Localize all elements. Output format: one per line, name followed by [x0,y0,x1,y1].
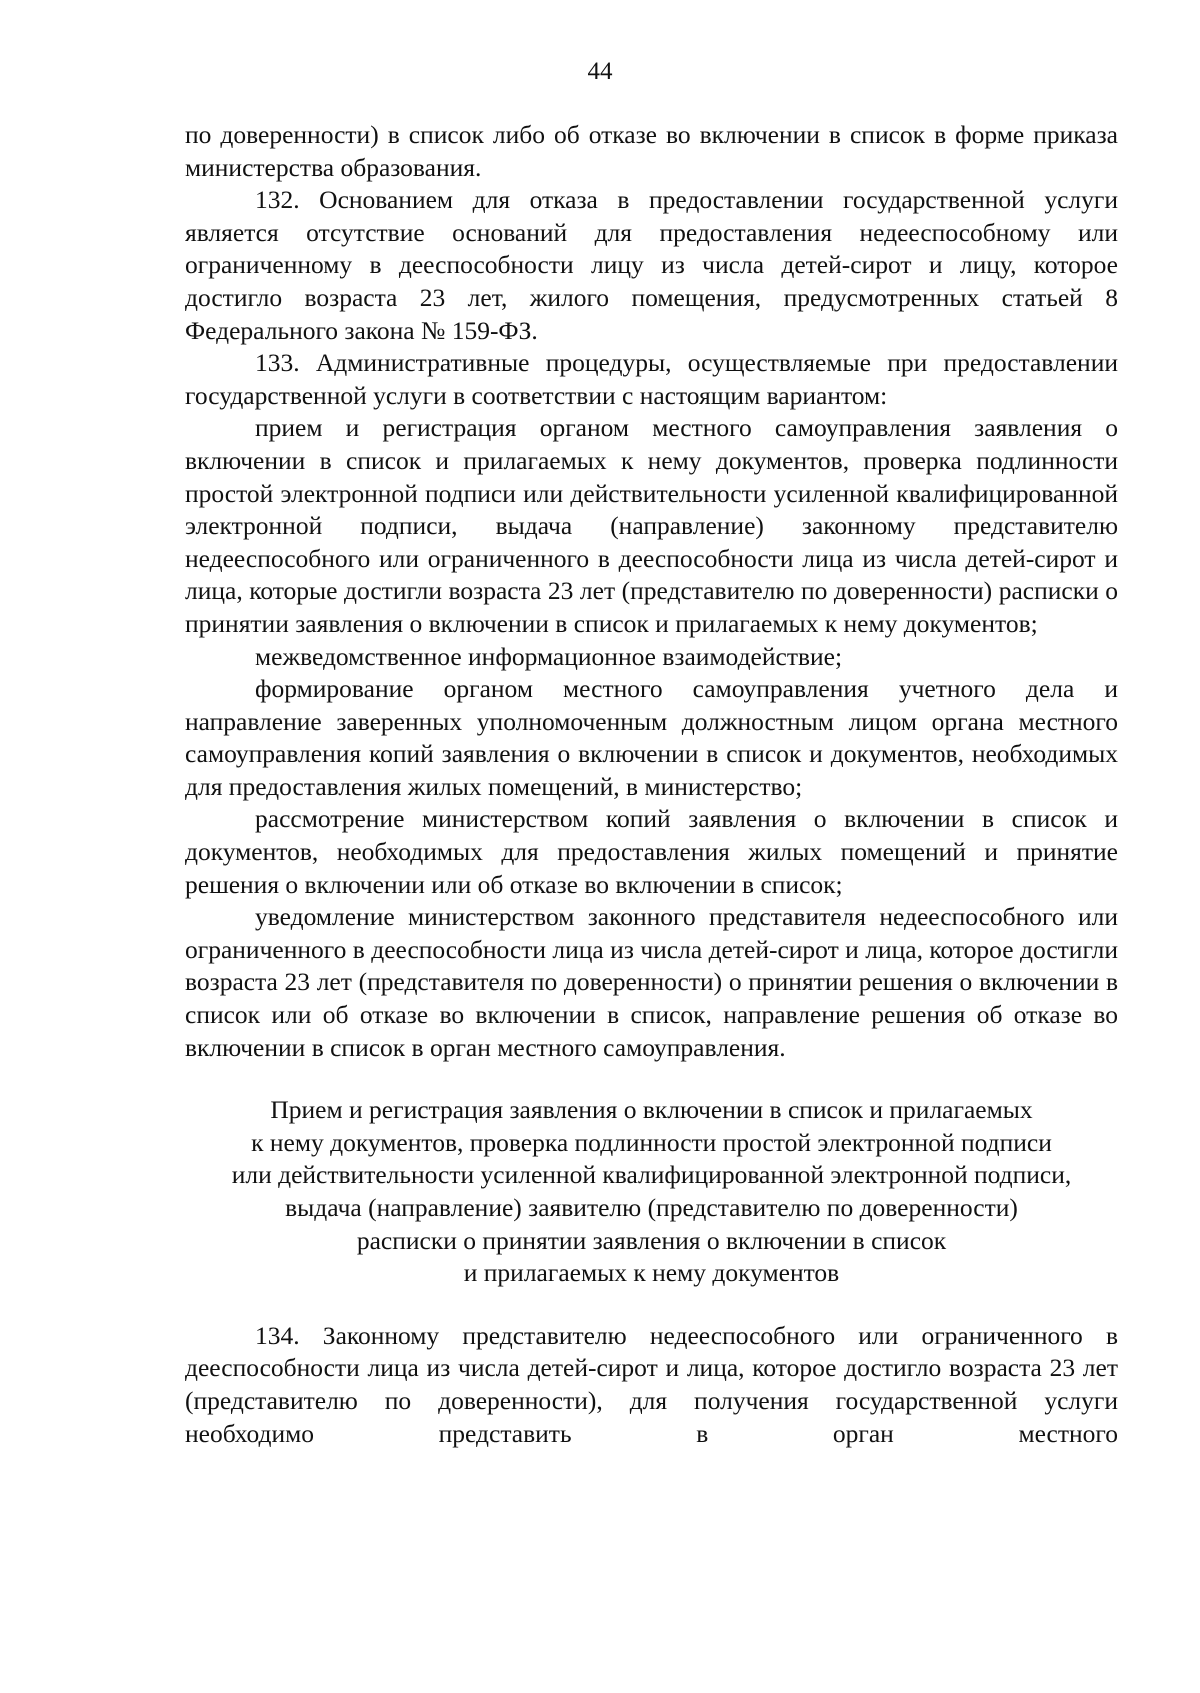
paragraph-132: 132. Основанием для отказа в предоставлении государственной услуги является отсутствие оснований для предоставления недееспособному или ограниченному в дееспособности лицу из числа детей-сирот и лицу, которое достигло возраста 23 лет, жилого помещения, предусмотренных статьей 8 Федерального закона № 159-ФЗ. [185,185,1118,345]
procedure-item-notification: уведомление министерством законного представителя недееспособного или ограниченного в дееспособности лица из числа детей-сирот и лица, которое достигли возраста 23 лет (представителя по доверенности) о принятии решения о включении в список или об отказе во включении в список, направление решения об отказе во включении в список в орган местного самоуправления. [185,902,1118,1062]
section-heading-line: выдача (направление) заявителю (представителю по доверенности) [285,1193,1018,1222]
procedure-item-interagency: межведомственное информационное взаимодействие; [255,641,843,671]
paragraph-133: 133. Административные процедуры, осуществляемые при предоставлении государственной услуги в соответствии с настоящим вариантом: [185,348,1118,410]
procedure-item-case-file: формирование органом местного самоуправления учетного дела и направление заверенных уполномоченным должностным лицом органа местного самоуправления копий заявления о включении в список и документов, необходимых для предоставления жилых помещений, в министерство; [185,674,1118,801]
document-body [185,119,1118,1450]
section-heading-line: к нему документов, проверка подлинности простой электронной подписи [251,1127,1052,1157]
section-heading-line: расписки о принятии заявления о включении в список [356,1225,947,1255]
paragraph-134: 134. Законному представителю недееспособного или ограниченного в дееспособности лица из числа детей-сирот и лица, которое достигло возраста 23 лет (представителю по доверенности), для получения государственной услуги необходимо представить в орган местного [185,1320,1118,1448]
section-heading [185,1094,1118,1290]
procedure-item-review: рассмотрение министерством копий заявления о включении в список и документов, необходимых для предоставления жилых помещений и принятие решения о включении или об отказе во включении в список; [185,804,1118,899]
paragraph-continuation: по доверенности) в список либо об отказе во включении в список в форме приказа министерства образования. [185,120,1118,182]
section-heading-line: и прилагаемых к нему документов [463,1258,840,1288]
procedure-item-reception: прием и регистрация органом местного самоуправления заявления о включении в список и прилагаемых к нему документов, проверка подлинности простой электронной подписи или действительности усиленной квалифицированной электронной подписи, выдача (направление) законному представителю недееспособного или ограниченного в дееспособности лица из числа детей-сирот и лица, которые достигли возраста 23 лет (представителю по доверенности) расписки о принятии заявления о включении в список и прилагаемых к нему документов; [185,413,1118,638]
section-heading-line: Прием и регистрация заявления о включении в список и прилагаемых [270,1095,1033,1125]
section-heading-line: или действительности усиленной квалифицированной электронной подписи, [231,1160,1072,1190]
page-number: 44 [587,58,613,85]
